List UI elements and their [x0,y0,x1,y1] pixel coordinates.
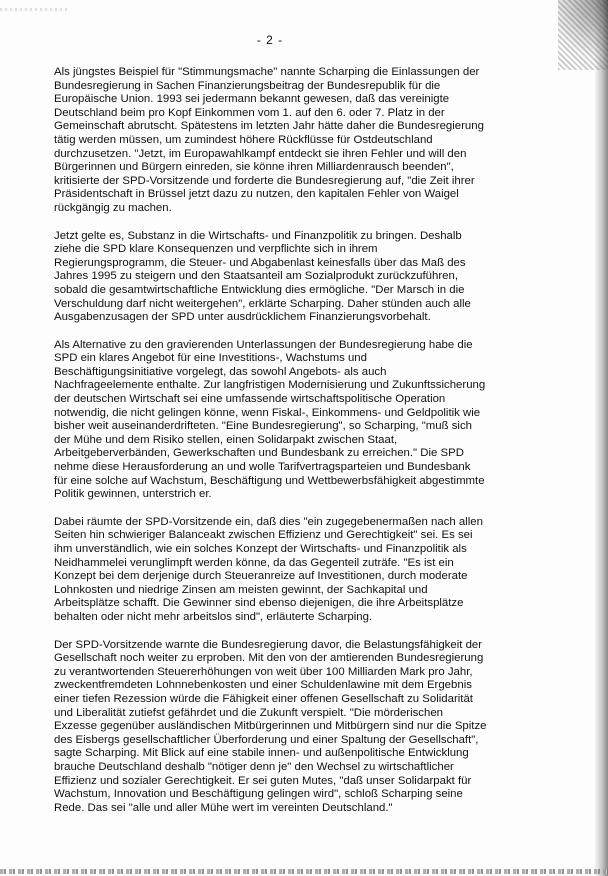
text-line: der deutschen Wirtschaft sei eine umfassende wirtschaftspolitische Operation [54,393,446,406]
text-line: Jetzt gelte es, Substanz in die Wirtschafts- und Finanzpolitik zu bringen. Deshalb [54,229,462,242]
text-line: Arbeitgeberverbänden, Gewerkschaften und Bundesbank zu erreichen." Die SPD [54,447,464,460]
text-line: Neidhammelei verunglimpft werden könne, da das Gegenteil zuträfe. "Es ist ein [54,556,454,569]
text-line: sobald die gesamtwirtschaftliche Entwicklung dies ermögliche. "Der Marsch in die [54,283,465,296]
text-line: sagte Scharping. Mit Blick auf eine stabile innen- und außenpolitische Entwicklung [54,747,469,760]
text-line: Dabei räumte der SPD-Vorsitzende ein, daß dies "ein zugegebenermaßen nach allen [54,515,483,528]
text-line: Bundesregierung in Sachen Finanzierungsbeitrag der Bundesrepublik für die [54,79,441,92]
text-line: und Liberalität zutiefst gefährdet und die Zukunft verspielt. "Die mörderischen [54,706,444,719]
text-line: zu verantwortenden Steuererhöhungen von weit über 100 Milliarden Mark pro Jahr, [54,665,473,678]
paragraph [54,230,554,325]
text-line: tätig werden müssen, um zumindest höhere Rückflüsse für Ostdeutschland [54,133,433,146]
text-line: des Eisbergs gesellschaftlicher Überforderung und einer Spaltung der Gesellschaft", [54,733,479,746]
text-line: Der SPD-Vorsitzende warnte die Bundesregierung davor, die Belastungsfähigkeit der [54,638,483,651]
paragraph [54,66,554,216]
text-line: Lohnkosten und niedrige Zinsen am meisten gewinnt, der Sachkapital und [54,583,428,596]
text-line: notwendig, die nicht gelingen könne, wenn Fiskal-, Einkommens- und Geldpolitik wie [54,406,481,419]
text-line: Gesellschaft noch weiter zu erproben. Mit den von der amtierenden Bundesregierung [54,652,484,665]
text-line: Als jüngstes Beispiel für "Stimmungsmache" nannte Scharping die Einlassungen der [54,66,480,78]
text-line: brauche Deutschland deshalb "nötiger denn je" den Wechsel zu wirtschaftlicher [54,760,454,773]
text-line: nehme diese Herausforderung an und wolle Tarifvertragsparteien und Bundesbank [54,461,471,474]
text-line: Bürgerinnen und Bürgern einreden, sie könne ihren Milliardenrausch beenden", [54,161,454,174]
text-line: Europäische Union. 1993 sei jedermann bekannt gewesen, daß das vereinigte [54,93,450,106]
text-line: Konzept bei dem derjenige durch Steueranreize auf Investitionen, durch moderate [54,570,468,583]
text-line: Gemeinschaft abrutscht. Spätestens im letzten Jahr hätte daher die Bundesregierung [54,120,484,133]
text-line: Regierungsprogramm, die Steuer- und Abgabenlast keinesfalls über das Maß des [54,256,466,269]
scan-artifact-right-edge [594,0,608,876]
text-line: kritisierte der SPD-Vorsitzende und forderte die Bundesregierung auf, "die Zeit ihrer [54,174,475,187]
page-number: - 2 - [256,33,284,47]
paragraph [54,339,554,502]
text-line: Exzesse gegenüber ausländischen Mitbürgerinnen und Mitbürgern sind nur die Spitze [54,720,487,733]
text-line: Als Alternative zu den gravierenden Unterlassungen der Bundesregierung habe die [54,338,473,351]
text-line: Ausgabenzusagen der SPD unter ausdrücklichem Finanzierungsvorbehalt. [54,311,431,324]
text-line: behalten oder nicht mehr arbeitslos sind", erläuterte Scharping. [54,610,373,623]
text-line: Rede. Das sei "alle und aller Mühe wert im vereinten Deutschland." [54,801,393,814]
text-line: ziehe die SPD klare Konsequenzen und verpflichte sich in ihrem [54,243,378,256]
scan-artifact-top [0,8,70,11]
paragraph [54,516,554,625]
text-line: Beschäftigungsinitiative vorgelegt, das sowohl Angebots- als auch [54,365,387,378]
text-line: Effizienz und sozialer Gerechtigkeit. Er sei guten Mutes, "daß unser Solidarpakt für [54,774,472,787]
text-line: Präsidentschaft in Brüssel jetzt dazu zu nutzen, den kapitalen Fehler von Waigel [54,188,459,201]
scan-artifact-bottom [0,869,608,874]
text-line: Jahres 1995 zu steigern und den Staatsanteil am Sozialprodukt zurückzuführen, [54,270,458,283]
text-line: für eine solche auf Wachstum, Beschäftigung und Wettbewerbsfähigkeit abgestimmte [54,474,485,487]
text-line: Verschuldung darf nicht weitergehen", erklärte Scharping. Daher stünden auch alle [54,297,471,310]
paragraph [54,639,554,816]
text-line: rückgängig zu machen. [54,201,172,214]
document-body [54,66,554,829]
text-line: SPD ein klares Angebot für eine Investitions-, Wachstums und [54,352,367,365]
text-line: Politik gewinnen, unterstrich er. [54,488,212,501]
text-line: einer tiefen Rezession würde die Fähigkeit einer offenen Gesellschaft zu Solidarität [54,692,473,705]
text-line: Deutschland beim pro Kopf Einkommen vom 1. auf den 6. oder 7. Platz in der [54,106,445,119]
text-line: Seiten hin schwieriger Balanceakt zwischen Effizienz und Gerechtigkeit" sei. Es sei [54,529,473,542]
text-line: zweckentfremdeten Lohnnebenkosten und einer Schuldenlawine mit dem Ergebnis [54,679,472,692]
text-line: bisher weit auseinanderdrifteten. "Eine Bundesregierung", so Scharping, "muß sich [54,420,472,433]
text-line: durchzusetzen. "Jetzt, im Europawahlkampf entdeckt sie ihren Fehler und will den [54,147,467,160]
text-line: Nachfrageelemente enthalte. Zur langfristigen Modernisierung und Zukunftssicherung [54,379,486,392]
text-line: Arbeitsplätze schafft. Die Gewinner sind ebenso diejenigen, die ihre Arbeitsplätze [54,597,464,610]
text-line: Wachstum, Innovation und Beschäftigung gelingen wird", schloß Scharping seine [54,788,463,801]
text-line: ihm unverständlich, wie ein solches Konzept der Wirtschafts- und Finanzpolitik als [54,543,467,555]
text-line: der Mühe und dem Risiko stellen, einen Solidarpakt zwischen Staat, [54,433,398,446]
